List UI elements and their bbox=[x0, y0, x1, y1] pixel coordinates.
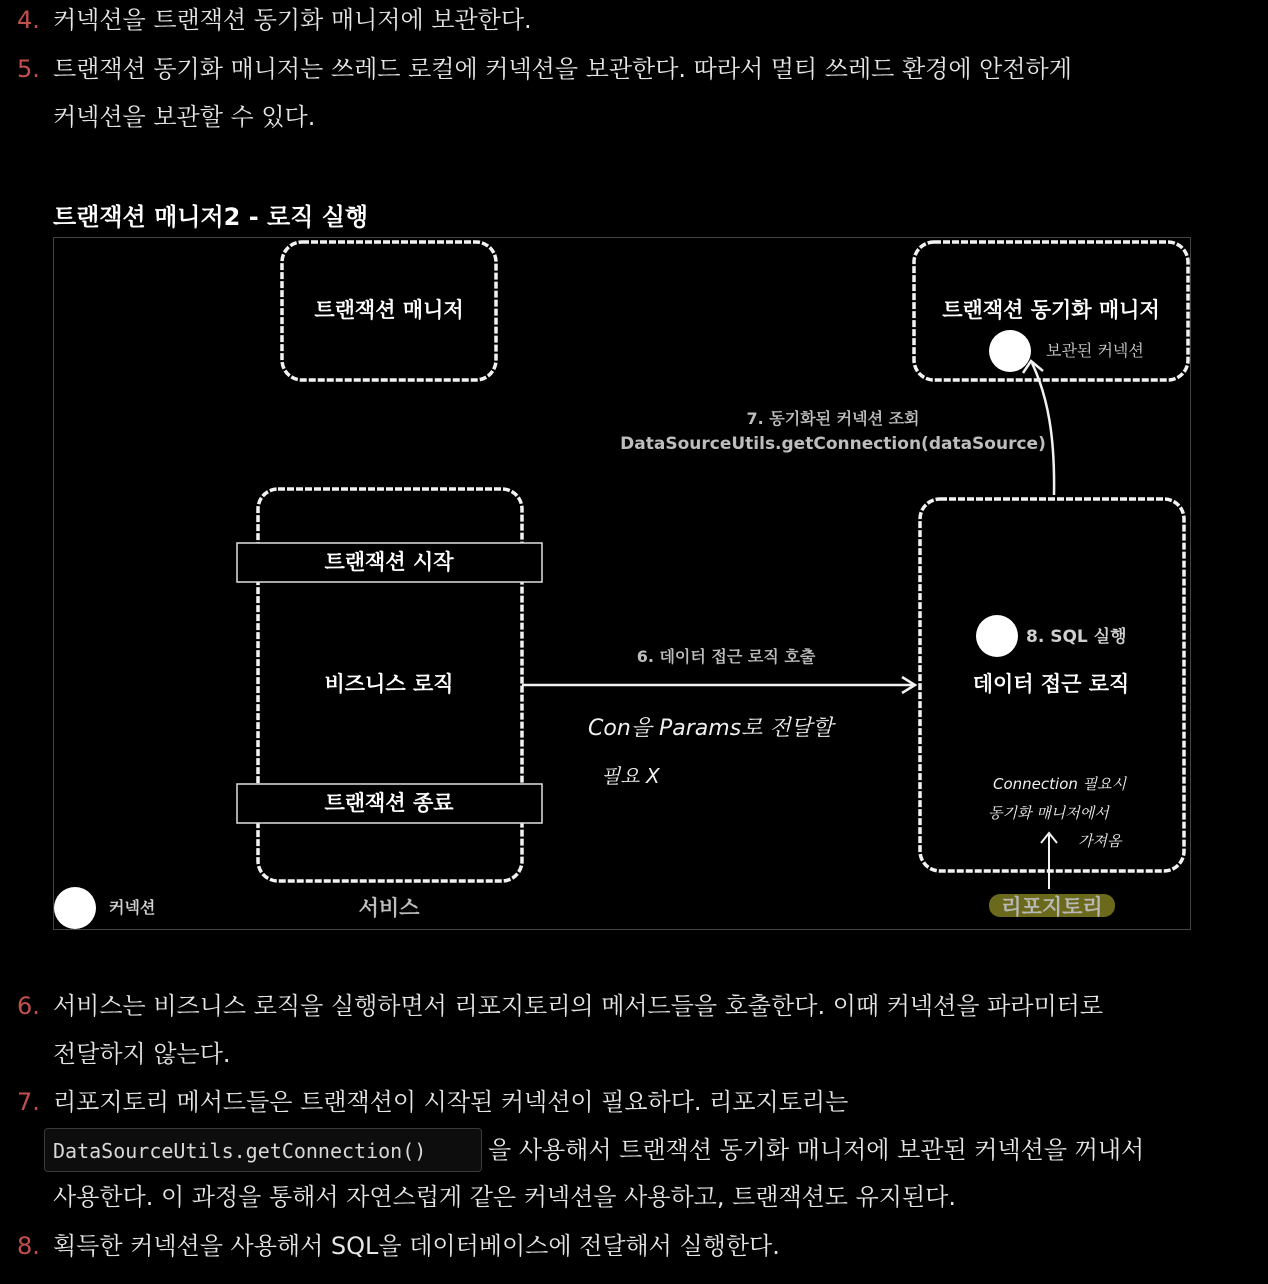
step6-label: 6. 데이터 접근 로직 호출 bbox=[636, 647, 816, 666]
section-title: 트랜잭션 매니저2 - 로직 실행 bbox=[53, 203, 369, 231]
step7-code: DataSourceUtils.getConnection(dataSource) bbox=[620, 434, 1046, 454]
data-access-label: 데이터 접근 로직 bbox=[972, 672, 1130, 696]
list-number: 6. bbox=[17, 992, 40, 1020]
note-params-line2: 필요 X bbox=[601, 764, 660, 788]
legend-connection-circle bbox=[54, 887, 96, 929]
list-text: 커넥션을 보관할 수 있다. bbox=[53, 103, 316, 131]
repository-label: 리포지토리 bbox=[1001, 895, 1103, 919]
list-text: 을 사용해서 트랜잭션 동기화 매니저에 보관된 커넥션을 꺼내서 bbox=[488, 1136, 1145, 1164]
list-number: 7. bbox=[17, 1088, 40, 1116]
list-text: 전달하지 않는다. bbox=[53, 1040, 231, 1068]
list-text: 커넥션을 트랜잭션 동기화 매니저에 보관한다. bbox=[53, 6, 532, 34]
step8-label: 8. SQL 실행 bbox=[1026, 627, 1127, 647]
note-conn-line1: Connection 필요시 bbox=[993, 775, 1127, 793]
service-label: 서비스 bbox=[358, 896, 420, 920]
list-number: 4. bbox=[17, 6, 40, 34]
business-logic-label: 비즈니스 로직 bbox=[324, 672, 454, 696]
note-params-line1: Con을 Params로 전달할 bbox=[588, 716, 834, 741]
note-conn-line3: 가져옴 bbox=[1078, 832, 1122, 850]
note-conn-line2: 동기화 매니저에서 bbox=[988, 804, 1109, 822]
list-number: 8. bbox=[17, 1232, 40, 1260]
list-number: 5. bbox=[17, 55, 40, 83]
list-text: 사용한다. 이 과정을 통해서 자연스럽게 같은 커넥션을 사용하고, 트랜잭션도 유지된다. bbox=[53, 1183, 956, 1211]
list-text: 트랜잭션 동기화 매니저는 쓰레드 로컬에 커넥션을 보관한다. 따라서 멀티 쓰레드 환경에 안전하게 bbox=[53, 55, 1072, 83]
tx-end-label: 트랜잭션 종료 bbox=[324, 791, 454, 815]
transaction-diagram bbox=[53, 237, 1191, 930]
stored-connection-label: 보관된 커넥션 bbox=[1046, 341, 1144, 360]
list-text: 서비스는 비즈니스 로직을 실행하면서 리포지토리의 메서드들을 호출한다. 이때 커넥션을 파라미터로 bbox=[53, 992, 1104, 1020]
sync-manager-label: 트랜잭션 동기화 매니저 bbox=[942, 298, 1160, 322]
inline-code: DataSourceUtils.getConnection() bbox=[44, 1128, 482, 1172]
stored-connection-circle bbox=[989, 330, 1031, 372]
tx-start-label: 트랜잭션 시작 bbox=[324, 550, 454, 574]
legend-connection-label: 커넥션 bbox=[109, 898, 156, 917]
sql-connection-circle bbox=[976, 615, 1018, 657]
list-text: 획득한 커넥션을 사용해서 SQL을 데이터베이스에 전달해서 실행한다. bbox=[53, 1232, 780, 1260]
list-text: 리포지토리 메서드들은 트랜잭션이 시작된 커넥션이 필요하다. 리포지토리는 bbox=[53, 1088, 849, 1116]
tx-manager-label: 트랜잭션 매니저 bbox=[314, 298, 464, 322]
step7-label: 7. 동기화된 커넥션 조회 bbox=[746, 409, 920, 428]
